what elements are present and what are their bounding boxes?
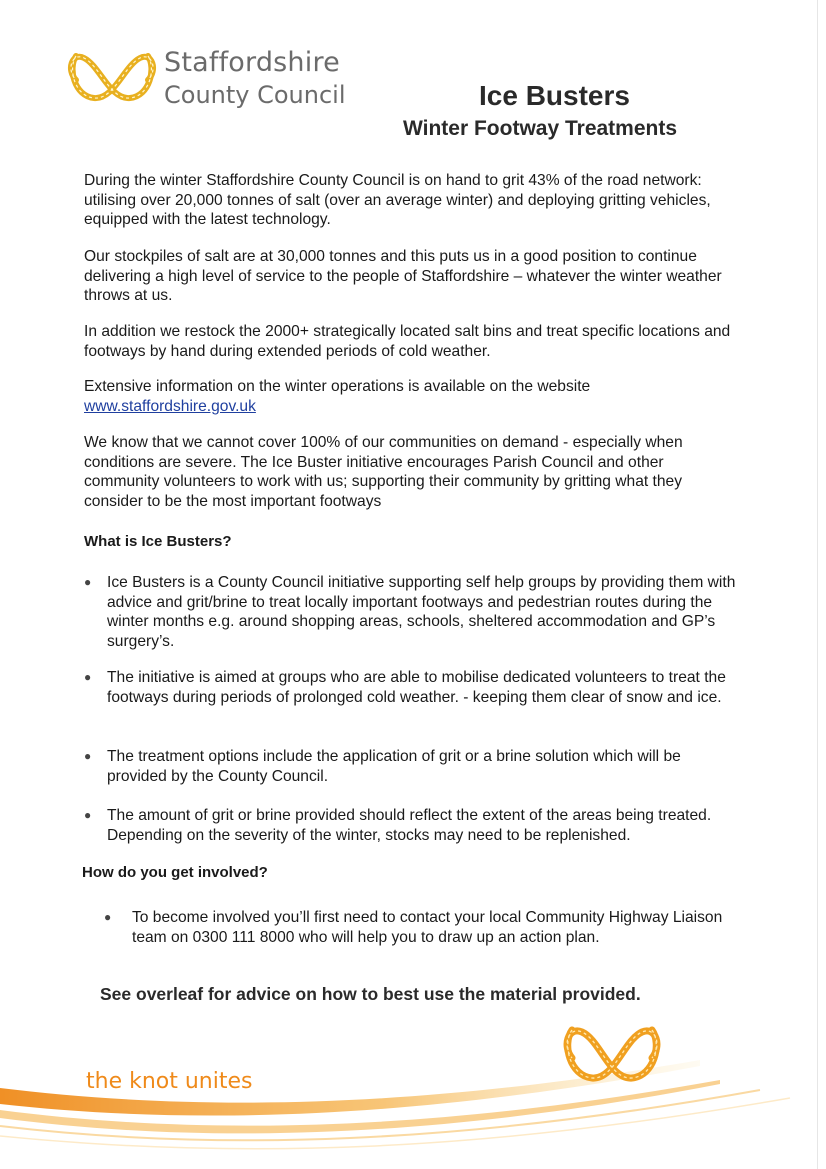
- logo-line-2: County Council: [164, 81, 346, 109]
- footer-swoosh: [0, 1040, 826, 1169]
- bullet-icon: ●: [104, 910, 112, 924]
- website-intro-text: Extensive information on the winter operations is available on the website: [84, 378, 591, 395]
- list-item-text: To become involved you’ll first need to contact your local Community Highway Liaison team on 0300 111 8000 who will help you to draw up an action plan.: [132, 909, 723, 946]
- paragraph-initiative: We know that we cannot cover 100% of our communities on demand - especially when conditions are severe. The Ice Buster initiative encourages Parish Council and other community volunteers to work with us; supporting their community by gritting what they consider to be the most important footways: [84, 434, 683, 510]
- paragraph-stockpiles: Our stockpiles of salt are at 30,000 tonnes and this puts us in a good position to continue delivering a high level of service to the people of Staffordshire – whatever the winter weather throws at us.: [84, 248, 722, 304]
- logo-text: [164, 46, 346, 112]
- page-subtitle: Winter Footway Treatments: [403, 117, 678, 140]
- paragraph-salt-bins: In addition we restock the 2000+ strategically located salt bins and treat specific locations and footways by hand during extended periods of cold weather.: [84, 323, 731, 360]
- list-item-text: The treatment options include the application of grit or a brine solution which will be provided by the County Council.: [107, 748, 681, 785]
- stafford-knot-icon: [66, 48, 158, 108]
- list-item-text: The amount of grit or brine provided should reflect the extent of the areas being treated. Depending on the severity of the winter, stocks may need to be replenished.: [107, 807, 712, 844]
- logo-line-1: Staffordshire: [164, 47, 340, 78]
- section-heading-get-involved: How do you get involved?: [82, 864, 268, 881]
- bullet-icon: ●: [84, 670, 92, 684]
- list-item-text: Ice Busters is a County Council initiative supporting self help groups by providing them with advice and grit/brine to treat locally important footways and pedestrian routes during the winter months e.g. around shopping areas, schools, sheltered accommodation and GP’s surgery’s.: [107, 574, 736, 650]
- section-heading-what-is: What is Ice Busters?: [84, 533, 232, 550]
- list-item-text: The initiative is aimed at groups who are able to mobilise dedicated volunteers to treat the footways during periods of prolonged cold weather. - keeping them clear of snow and ice.: [107, 669, 726, 706]
- paragraph-website: [84, 377, 740, 416]
- council-logo: [66, 46, 366, 116]
- overleaf-note: See overleaf for advice on how to best use the material provided.: [100, 984, 641, 1004]
- bullet-icon: ●: [84, 575, 92, 589]
- footer-knot-icon: [560, 1020, 664, 1086]
- page-title: Ice Busters: [479, 80, 630, 111]
- bullet-icon: ●: [84, 749, 92, 763]
- page-edge-line: [817, 0, 818, 1169]
- footer-tagline: the knot unites: [86, 1069, 253, 1094]
- bullet-icon: ●: [84, 808, 92, 822]
- website-link[interactable]: www.staffordshire.gov.uk: [84, 397, 256, 415]
- paragraph-gritting: During the winter Staffordshire County Council is on hand to grit 43% of the road network: utilising over 20,000 tonnes of salt (over an average winter) and deploying gritting vehicles, equipped with the latest technology.: [84, 172, 711, 228]
